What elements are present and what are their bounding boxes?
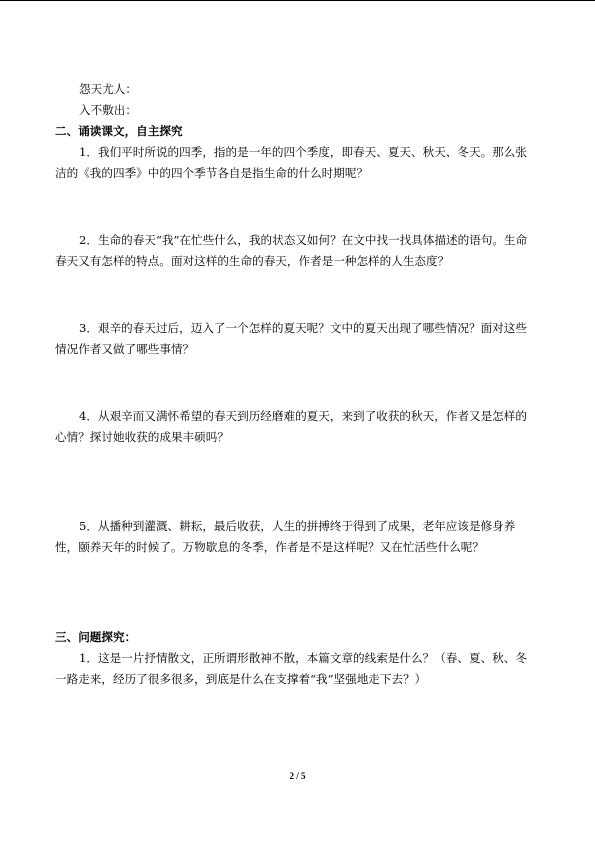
question-line: 心情？探讨她收获的成果丰硕吗？ — [55, 430, 229, 444]
top-border-line — [0, 0, 595, 1]
question-line: 1．我们平时所说的四季，指的是一年的四个季度，即春天、夏天、秋天、冬天。那么张 — [79, 145, 527, 159]
question-line: 1．这是一片抒情散文，正所谓形散神不散，本篇文章的线索是什么？（春、夏、秋、冬 — [79, 651, 527, 665]
question-line: 5．从播种到灌溉、耕耘，最后收获，人生的拼搏终于得到了成果，老年应该是修身养 — [79, 519, 516, 533]
question-line: 4．从艰辛而又满怀希望的春天到历经磨难的夏天，来到了收获的秋天，作者又是怎样的 — [79, 409, 527, 423]
question-line: 情况作者又做了哪些事情？ — [55, 342, 195, 356]
question-line: 性，颐养天年的时候了。万物歇息的冬季，作者是不是这样呢？又在忙活些什么呢？ — [55, 540, 484, 554]
question-line: 3．艰辛的春天过后，迈入了一个怎样的夏天呢？文中的夏天出现了哪些情况？面对这些 — [79, 321, 527, 335]
question-line: 春天又有怎样的特点。面对这样的生命的春天，作者是一种怎样的人生态度？ — [55, 254, 450, 268]
question-line: 一路走来，经历了很多很多，到底是什么在支撑着“我”坚强地走下去？） — [55, 672, 427, 686]
term-line: 怨天尤人： — [79, 82, 137, 96]
question-line: 2．生命的春天“我”在忙些什么，我的状态又如何？在文中找一找具体描述的语句。生命 — [79, 233, 528, 247]
question-line: 洁的《我的四季》中的四个季节各自是指生命的什么时期呢？ — [55, 166, 369, 180]
section-heading: 三、问题探究： — [55, 630, 137, 644]
section-heading: 二、诵读课文，自主探究 — [55, 124, 183, 138]
term-line: 入不敷出： — [79, 103, 137, 117]
page-number: 2 / 5 — [289, 771, 306, 781]
